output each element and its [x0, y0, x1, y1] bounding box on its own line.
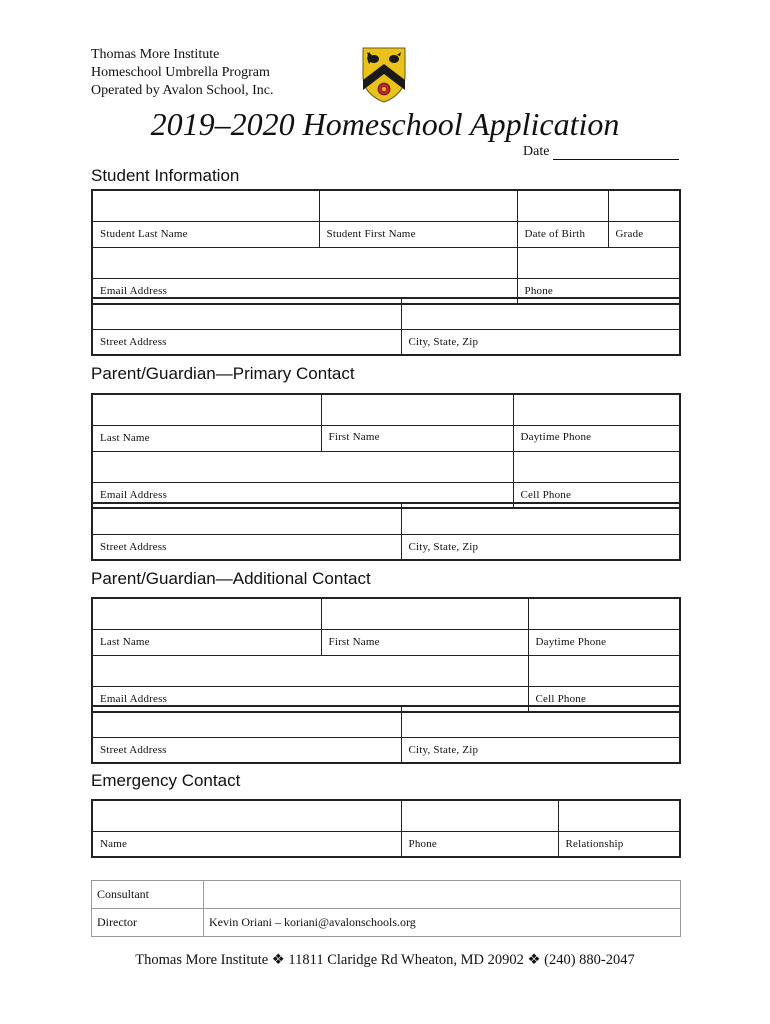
additional-street-input[interactable]	[92, 706, 401, 737]
emergency-contact-table	[91, 799, 681, 858]
primary-city-label: City, State, Zip	[401, 534, 680, 560]
consultant-value[interactable]	[204, 881, 681, 909]
staff-table	[91, 880, 681, 937]
student-first-name-input[interactable]	[319, 190, 517, 221]
date-input-line[interactable]	[553, 145, 679, 160]
primary-cell-phone-input[interactable]	[513, 451, 680, 482]
student-phone-input[interactable]	[517, 247, 680, 278]
primary-address-table	[91, 502, 681, 561]
student-city-input[interactable]	[401, 298, 680, 329]
additional-contact-table	[91, 597, 681, 713]
program-name: Homeschool Umbrella Program	[91, 65, 270, 80]
student-grade-input[interactable]	[608, 190, 680, 221]
director-value: Kevin Oriani – koriani@avalonschools.org	[204, 909, 681, 937]
student-grade-label: Grade	[608, 221, 680, 247]
primary-contact-table	[91, 393, 681, 509]
additional-street-label: Street Address	[92, 737, 401, 763]
student-last-name-label: Student Last Name	[92, 221, 319, 247]
student-first-name-label: Student First Name	[319, 221, 517, 247]
primary-last-name-input[interactable]	[92, 394, 321, 425]
emergency-relationship-input[interactable]	[558, 800, 680, 831]
student-street-input[interactable]	[92, 298, 401, 329]
primary-email-input[interactable]	[92, 451, 513, 482]
additional-cell-phone-input[interactable]	[528, 655, 680, 686]
primary-daytime-phone-input[interactable]	[513, 394, 680, 425]
additional-email-label: Email Address	[92, 686, 528, 712]
section-title-primary-contact: Parent/Guardian—Primary Contact	[91, 364, 355, 383]
operator-name: Operated by Avalon School, Inc.	[91, 83, 274, 98]
date-label: Date	[523, 144, 550, 159]
primary-city-input[interactable]	[401, 503, 680, 534]
institution-name: Thomas More Institute	[91, 47, 220, 62]
student-city-label: City, State, Zip	[401, 329, 680, 355]
emergency-relationship-label: Relationship	[558, 831, 680, 857]
student-email-input[interactable]	[92, 247, 517, 278]
additional-last-name-input[interactable]	[92, 598, 321, 629]
additional-first-name-input[interactable]	[321, 598, 528, 629]
student-dob-label: Date of Birth	[517, 221, 608, 247]
emergency-name-label: Name	[92, 831, 401, 857]
additional-daytime-phone-label: Daytime Phone	[528, 629, 680, 655]
primary-last-name-label: Last Name	[92, 425, 321, 451]
additional-daytime-phone-input[interactable]	[528, 598, 680, 629]
additional-address-table	[91, 705, 681, 764]
additional-first-name-label: First Name	[321, 629, 528, 655]
primary-email-label: Email Address	[92, 482, 513, 508]
emergency-phone-input[interactable]	[401, 800, 558, 831]
primary-street-input[interactable]	[92, 503, 401, 534]
primary-daytime-phone-label: Daytime Phone	[513, 425, 680, 451]
date-field[interactable]	[523, 144, 679, 160]
primary-first-name-input[interactable]	[321, 394, 513, 425]
emergency-name-input[interactable]	[92, 800, 401, 831]
student-email-label: Email Address	[92, 278, 517, 304]
section-title-student: Student Information	[91, 166, 240, 185]
primary-first-name-label: First Name	[321, 425, 513, 451]
student-info-table	[91, 189, 681, 305]
page-title: 2019–2020 Homeschool Application	[150, 106, 620, 142]
footer-contact: Thomas More Institute ❖ 11811 Claridge Rd Wheaton, MD 20902 ❖ (240) 880-2047	[135, 952, 635, 968]
emergency-phone-label: Phone	[401, 831, 558, 857]
student-last-name-input[interactable]	[92, 190, 319, 221]
school-crest-icon	[361, 46, 407, 104]
director-label: Director	[92, 909, 204, 937]
additional-city-input[interactable]	[401, 706, 680, 737]
additional-cell-phone-label: Cell Phone	[528, 686, 680, 712]
additional-email-input[interactable]	[92, 655, 528, 686]
additional-city-label: City, State, Zip	[401, 737, 680, 763]
section-title-additional-contact: Parent/Guardian—Additional Contact	[91, 569, 371, 588]
student-address-table	[91, 297, 681, 356]
student-phone-label: Phone	[517, 278, 680, 304]
student-dob-input[interactable]	[517, 190, 608, 221]
additional-last-name-label: Last Name	[92, 629, 321, 655]
primary-street-label: Street Address	[92, 534, 401, 560]
student-street-label: Street Address	[92, 329, 401, 355]
primary-cell-phone-label: Cell Phone	[513, 482, 680, 508]
institution-header	[91, 46, 273, 100]
consultant-label: Consultant	[92, 881, 204, 909]
section-title-emergency-contact: Emergency Contact	[91, 771, 241, 790]
